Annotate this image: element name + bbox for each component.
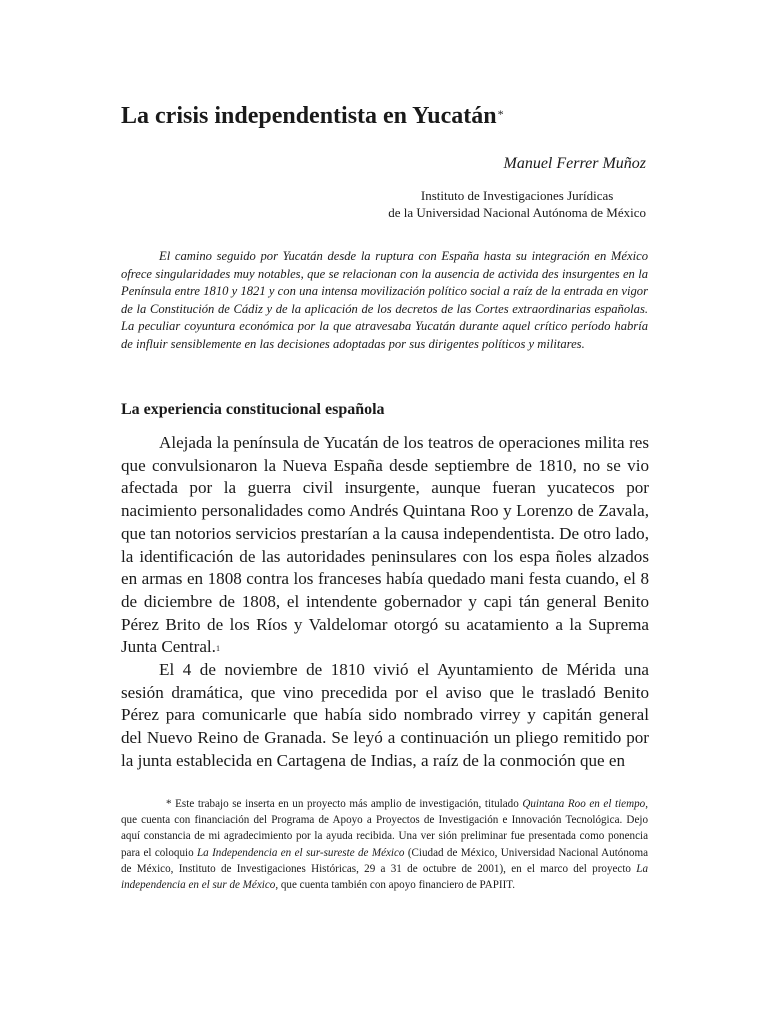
footnote-italic-title: La independencia en el sur de México <box>121 862 648 892</box>
footnote-text: * Este trabajo se inserta en un proyecto más amplio de investigación, titulado <box>166 798 523 810</box>
footnote-italic-title: La Independencia en el sur-sureste de México <box>197 846 405 859</box>
body-paragraph <box>121 432 649 659</box>
affiliation-line-2: de la Universidad Nacional Autónoma de México <box>388 205 646 220</box>
abstract: El camino seguido por Yucatán desde la ruptura con España hasta su integración en México ofrece singularidades muy notables, que se relacionan con la ausencia de activida des insurgentes en la Península entre 1810 y 1821 y con una intensa movilización político social a raíz de la entrada en vigor de la Constitución de Cádiz y de la aplicación de los decretos de las Cortes extraordinarias españolas. La peculiar coyuntura económica por la que atravesaba Yucatán durante aquel crítico período habría de influir sensiblemente en las decisiones adoptadas por sus dirigentes políticos y militares. <box>121 249 648 351</box>
footnote-text: , que cuenta también con apoyo financiero de PAPIIT. <box>275 879 516 892</box>
footnote-text: (Ciudad de México, Universidad Nacional Autónoma de México, Instituto de Investigaciones Históricas, 29 a 31 de octubre de 2001), en el marco del proyecto <box>121 846 648 875</box>
body-paragraph <box>121 659 649 773</box>
author-affiliation <box>388 187 646 221</box>
section-heading: La experiencia constitucional española <box>121 401 385 418</box>
article-title-text: La crisis independentista en Yucatán <box>121 103 497 129</box>
footnote-text: , que cuenta con financiación del Programa de Apoyo a Proyectos de Investigación e Innovación Tecnológica. Dejo aquí constancia de mi agradecimiento por la ayuda recibida. Una ver sión preliminar fue presentada como ponencia para el coloquio <box>121 798 648 859</box>
article-title <box>121 102 504 130</box>
footnote <box>121 796 648 893</box>
footnote-italic-title: Quintana Roo en el tiempo <box>522 798 646 810</box>
title-footnote-marker: * <box>497 107 504 121</box>
affiliation-line-1: Instituto de Investigaciones Jurídicas <box>420 188 614 203</box>
paragraph-text: El 4 de noviembre de 1810 vivió el Ayuntamiento de Mérida una sesión dramática, que vino precedida por el aviso que le trasladó Benito Pérez para comunicarle que había sido nombrado virrey y capitán general del Nuevo Reino de Granada. Se leyó a continuación un pliego remitido por la junta establecida en Cartagena de Indias, a raíz de la conmoción que en <box>121 660 649 770</box>
author-name: Manuel Ferrer Muñoz <box>503 155 646 172</box>
body-text <box>121 432 649 773</box>
paragraph-text: Alejada la península de Yucatán de los teatros de operaciones milita res que convulsionaron la Nueva España desde septiembre de 1810, no se vio afectada por la guerra civil insurgente, aunque fueran yucatecos por nacimiento personalidades como Andrés Quintana Roo y Lorenzo de Zavala, que tan notorios servicios prestarían a la causa independentista. De otro lado, la identificación de las autoridades peninsulares con los espa ñoles alzados en armas en 1808 contra los franceses había quedado mani festa cuando, el 8 de diciembre de 1808, el intendente gobernador y capi tán general Benito Pérez Brito de los Ríos y Valdelomar otorgó su acatamiento a la Suprema Junta Central. <box>121 433 649 657</box>
footnote-reference: 1 <box>215 644 220 654</box>
